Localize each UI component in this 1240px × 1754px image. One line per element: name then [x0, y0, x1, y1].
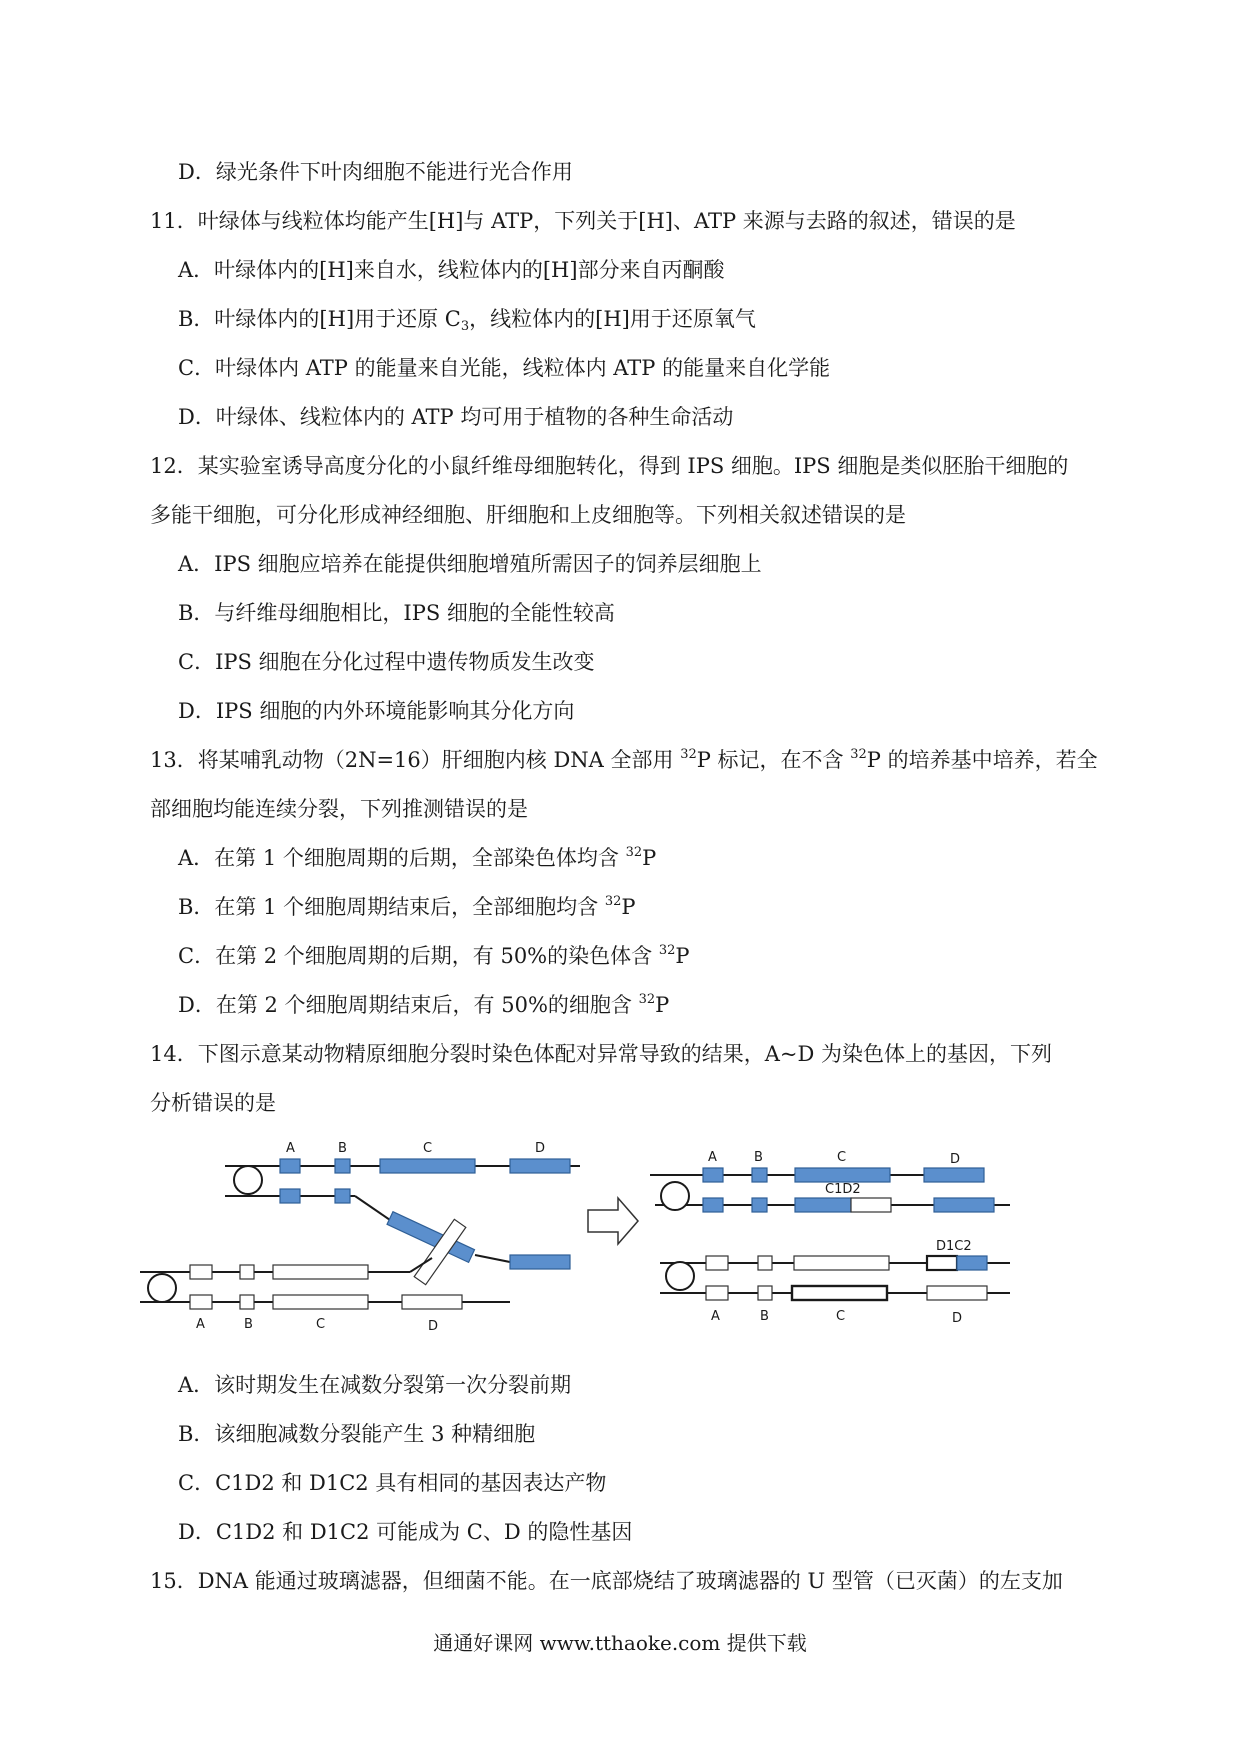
- question-text: 14．下图示意某动物精原细胞分裂时染色体配对异常导致的结果，A~D 为染色体上的基因，下列: [150, 1042, 1052, 1066]
- answer-option: D．在第 2 个细胞周期结束后，有 50%的细胞含 $^{32}$P: [178, 992, 670, 1017]
- answer-option: A．IPS 细胞应培养在能提供细胞增殖所需因子的饲养层细胞上: [178, 552, 762, 576]
- label-d: D: [535, 1141, 546, 1156]
- centromere-icon: [234, 1166, 262, 1194]
- label-c: C: [423, 1141, 433, 1156]
- answer-option: D．绿光条件下叶肉细胞不能进行光合作用: [178, 160, 573, 184]
- label-c1d2: C1D2: [825, 1182, 861, 1197]
- footer-credit: 通通好课网 www.tthaoke.com 提供下载: [433, 1631, 807, 1655]
- question-text: 12．某实验室诱导高度分化的小鼠纤维母细胞转化，得到 IPS 细胞。IPS 细胞是类似胚胎干细胞的: [150, 454, 1069, 478]
- label-c-bottom: C: [316, 1317, 326, 1332]
- answer-option: A．该时期发生在减数分裂第一次分裂前期: [178, 1373, 572, 1397]
- gene-a: [280, 1159, 300, 1173]
- question-text: 13．将某哺乳动物（2N=16）肝细胞内核 DNA 全部用 $^{32}$P 标记，在不含 $^{32}$P 的培养基中培养，若全: [150, 747, 1098, 772]
- label-d-right: D: [950, 1152, 961, 1167]
- label-b-bottom: B: [244, 1317, 253, 1332]
- answer-option: C．在第 2 个细胞周期的后期，有 50%的染色体含 $^{32}$P: [178, 943, 690, 968]
- label-b-right-bottom: B: [760, 1309, 769, 1324]
- gene-d: [510, 1159, 570, 1173]
- label-d-right-bottom: D: [952, 1311, 963, 1326]
- question-text: 部细胞均能连续分裂，下列推测错误的是: [150, 797, 528, 821]
- gene-b: [335, 1159, 350, 1173]
- label-b: B: [338, 1141, 347, 1156]
- answer-option: C．C1D2 和 D1C2 具有相同的基因表达产物: [178, 1471, 607, 1495]
- answer-option: D．C1D2 和 D1C2 可能成为 C、D 的隐性基因: [178, 1520, 633, 1544]
- answer-option: A．在第 1 个细胞周期的后期，全部染色体均含 $^{32}$P: [178, 845, 657, 870]
- label-a-right: A: [708, 1150, 717, 1165]
- answer-option: B．该细胞减数分裂能产生 3 种精细胞: [178, 1422, 536, 1446]
- question-text: 11．叶绿体与线粒体均能产生[H]与 ATP，下列关于[H]、ATP 来源与去路的叙述，错误的是: [150, 209, 1016, 233]
- answer-option: C．叶绿体内 ATP 的能量来自光能，线粒体内 ATP 的能量来自化学能: [178, 356, 831, 380]
- answer-option: B．与纤维母细胞相比，IPS 细胞的全能性较高: [178, 601, 615, 625]
- label-b-right: B: [754, 1150, 763, 1165]
- label-a: A: [286, 1141, 295, 1156]
- answer-option: D．叶绿体、线粒体内的 ATP 均可用于植物的各种生命活动: [178, 405, 734, 429]
- question-text: 15．DNA 能通过玻璃滤器，但细菌不能。在一底部烧结了玻璃滤器的 U 型管（已灭菌）的左支加: [150, 1569, 1063, 1593]
- label-c-right-bottom: C: [836, 1309, 846, 1324]
- question-text: 分析错误的是: [150, 1091, 276, 1115]
- chromosome-pairing-diagram: [140, 1130, 1140, 1340]
- gene-c: [380, 1159, 475, 1173]
- answer-option: D．IPS 细胞的内外环境能影响其分化方向: [178, 699, 575, 723]
- answer-option: B．在第 1 个细胞周期结束后，全部细胞均含 $^{32}$P: [178, 894, 636, 919]
- label-d1c2: D1C2: [936, 1239, 972, 1254]
- label-d-bottom: D: [428, 1319, 439, 1334]
- answer-option: A．叶绿体内的[H]来自水，线粒体内的[H]部分来自丙酮酸: [178, 258, 725, 282]
- answer-option: C．IPS 细胞在分化过程中遗传物质发生改变: [178, 650, 595, 674]
- answer-option: B．叶绿体内的[H]用于还原 $C_3$，线粒体内的[H]用于还原氧气: [178, 307, 756, 334]
- question-text: 多能干细胞，可分化形成神经细胞、肝细胞和上皮细胞等。下列相关叙述错误的是: [150, 503, 906, 527]
- right-arrow-icon: [588, 1198, 638, 1244]
- label-a-right-bottom: A: [711, 1309, 720, 1324]
- label-a-bottom: A: [196, 1317, 205, 1332]
- label-c-right: C: [837, 1150, 847, 1165]
